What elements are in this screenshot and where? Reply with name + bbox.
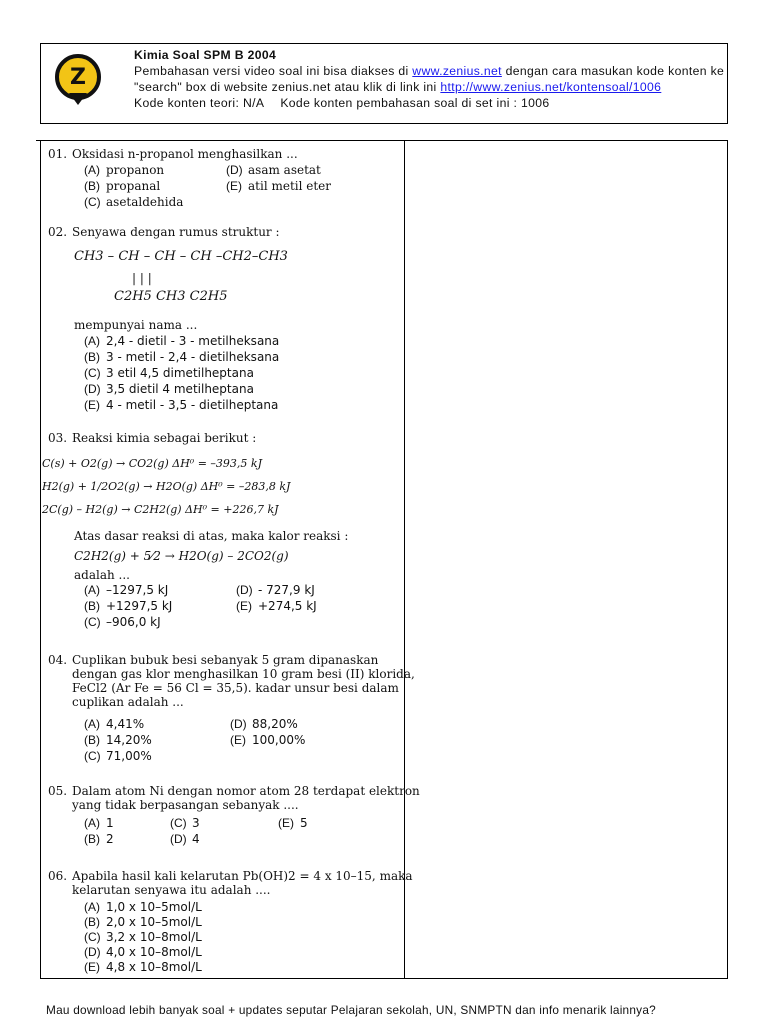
- question-01: [48, 147, 400, 209]
- question-02-stem: mempunyai nama ...: [74, 318, 198, 332]
- option-e[interactable]: [230, 733, 305, 747]
- option-text: –1297,5 kJ: [106, 583, 169, 597]
- question-number: 01.: [48, 147, 68, 161]
- kode-konten-teori: Kode konten teori: N/A: [134, 96, 265, 110]
- reaction-target: C2H2(g) + 5⁄2 → H2O(g) – 2CO2(g): [74, 549, 289, 563]
- corner-tick: [36, 140, 42, 141]
- option-text: 4: [192, 832, 200, 846]
- option-d[interactable]: [170, 832, 200, 846]
- question-number: 04.: [48, 653, 68, 667]
- zenius-website-link[interactable]: www.zenius.net: [412, 64, 502, 78]
- question-04-line-2: dengan gas klor menghasilkan 10 gram besi (II) klorida,: [72, 667, 415, 681]
- option-letter: (E): [278, 816, 294, 830]
- option-letter: (A): [84, 334, 100, 348]
- option-letter: (B): [84, 915, 100, 929]
- option-a[interactable]: [84, 583, 168, 597]
- option-a[interactable]: [84, 816, 114, 830]
- option-text: propanal: [106, 179, 161, 193]
- option-letter: (D): [236, 583, 253, 597]
- question-04-line-1: [48, 653, 400, 667]
- option-text: 3,2 x 10–8mol/L: [106, 930, 202, 944]
- option-c[interactable]: [84, 930, 202, 944]
- option-e[interactable]: [84, 960, 202, 974]
- option-text: propanon: [106, 163, 165, 177]
- reaction-1: C(s) + O2(g) → CO2(g) ΔH⁰ = –393,5 kJ: [42, 457, 262, 470]
- question-04-line-3: FeCl2 (Ar Fe = 56 Cl = 35,5). kadar unsur besi dalam: [72, 681, 399, 695]
- option-letter: (B): [84, 179, 100, 193]
- header-line-2-prefix: "search" box di website zenius.net atau klik di link ini: [134, 80, 441, 94]
- reaction-2: H2(g) + 1/2O2(g) → H2O(g) ΔH⁰ = –283,8 kJ: [42, 480, 291, 493]
- footer-text: Mau download lebih banyak soal + updates seputar Pelajaran sekolah, UN, SNMPTN dan info menarik lainnya?: [46, 1003, 656, 1017]
- question-stem: Apabila hasil kali kelarutan Pb(OH)2 = 4 x 10–15, maka: [72, 869, 413, 883]
- option-d[interactable]: [84, 945, 202, 959]
- option-letter: (D): [226, 163, 243, 177]
- question-04-line-4: cuplikan adalah ...: [72, 695, 184, 709]
- option-text: 1,0 x 10–5mol/L: [106, 900, 202, 914]
- option-c[interactable]: [170, 816, 200, 830]
- option-text: 4 - metil - 3,5 - dietilheptana: [106, 398, 279, 412]
- option-text: 71,00%: [106, 749, 152, 763]
- option-letter: (B): [84, 599, 100, 613]
- option-letter: (B): [84, 350, 100, 364]
- option-letter: (A): [84, 816, 100, 830]
- option-a[interactable]: [84, 900, 202, 914]
- option-letter: (E): [226, 179, 242, 193]
- question-number: 06.: [48, 869, 68, 883]
- header-line-1-prefix: Pembahasan versi video soal ini bisa diakses di: [134, 64, 413, 78]
- header-line-1-suffix: dengan cara masukan kode konten ke: [501, 64, 725, 78]
- option-letter: (D): [230, 717, 247, 731]
- question-02-text: [48, 225, 400, 239]
- option-letter: (A): [84, 163, 100, 177]
- option-letter: (A): [84, 717, 100, 731]
- option-d[interactable]: [226, 163, 321, 177]
- option-text: 4,8 x 10–8mol/L: [106, 960, 202, 974]
- option-a[interactable]: [84, 334, 279, 348]
- option-letter: (A): [84, 583, 100, 597]
- option-letter: (C): [84, 930, 101, 944]
- question-03-stem: Atas dasar reaksi di atas, maka kalor reaksi :: [74, 529, 349, 543]
- option-text: 100,00%: [252, 733, 306, 747]
- header-line-2: [134, 79, 724, 95]
- question-03-text: [48, 431, 400, 445]
- option-e[interactable]: [84, 398, 278, 412]
- option-text: atil metil eter: [248, 179, 332, 193]
- option-b[interactable]: [84, 832, 114, 846]
- option-letter: (D): [84, 945, 101, 959]
- option-a[interactable]: [84, 163, 164, 177]
- option-text: –906,0 kJ: [106, 615, 161, 629]
- logo-pin-tip: [69, 93, 87, 105]
- structure-formula-main: CH3 – CH – CH – CH –CH2–CH3: [74, 249, 288, 264]
- option-text: asam asetat: [248, 163, 321, 177]
- option-text: 88,20%: [252, 717, 298, 731]
- question-stem: Dalam atom Ni dengan nomor atom 28 terdapat elektron: [72, 784, 420, 798]
- option-text: 4,41%: [106, 717, 145, 731]
- question-number: 02.: [48, 225, 68, 239]
- option-d[interactable]: [84, 382, 254, 396]
- question-03-adalah: adalah ...: [74, 568, 130, 582]
- question-01-text: [48, 147, 400, 161]
- option-text: 1: [106, 816, 114, 830]
- option-text: 2,4 - dietil - 3 - metilheksana: [106, 334, 280, 348]
- option-b[interactable]: [84, 733, 152, 747]
- option-letter: (A): [84, 900, 100, 914]
- option-c[interactable]: [84, 195, 183, 209]
- option-text: 3,5 dietil 4 metilheptana: [106, 382, 254, 396]
- kode-konten-pembahasan: Kode konten pembahasan soal di set ini : 1006: [280, 96, 550, 110]
- option-d[interactable]: [236, 583, 315, 597]
- option-letter: (C): [84, 195, 101, 209]
- question-stem: Cuplikan bubuk besi sebanyak 5 gram dipanaskan: [72, 653, 379, 667]
- option-c[interactable]: [84, 615, 161, 629]
- option-b[interactable]: [84, 599, 172, 613]
- header-line-3: [134, 95, 724, 111]
- option-text: 2,0 x 10–5mol/L: [106, 915, 202, 929]
- option-text: - 727,9 kJ: [258, 583, 315, 597]
- option-letter: (E): [84, 960, 100, 974]
- option-letter: (C): [84, 749, 101, 763]
- question-stem: Reaksi kimia sebagai berikut :: [72, 431, 257, 445]
- question-05-line-2: yang tidak berpasangan sebanyak ....: [72, 798, 299, 812]
- option-text: +1297,5 kJ: [106, 599, 173, 613]
- question-06-line-1: [48, 869, 413, 883]
- option-letter: (E): [84, 398, 100, 412]
- reaction-3: 2C(g) – H2(g) → C2H2(g) ΔH⁰ = +226,7 kJ: [42, 503, 279, 516]
- question-06: [48, 869, 413, 974]
- question-05: [48, 784, 420, 846]
- logo-letter: Z: [70, 64, 86, 90]
- option-letter: (D): [170, 832, 187, 846]
- question-number: 05.: [48, 784, 68, 798]
- option-b[interactable]: [84, 179, 160, 193]
- option-letter: (E): [230, 733, 246, 747]
- option-text: 5: [300, 816, 308, 830]
- option-b[interactable]: [84, 350, 279, 364]
- option-text: 14,20%: [106, 733, 152, 747]
- question-stem: Senyawa dengan rumus struktur :: [72, 225, 280, 239]
- header-text: [134, 47, 724, 111]
- option-text: 3: [192, 816, 200, 830]
- option-text: asetaldehida: [106, 195, 184, 209]
- option-e[interactable]: [236, 599, 317, 613]
- option-letter: (C): [84, 615, 101, 629]
- option-text: +274,5 kJ: [258, 599, 317, 613]
- option-b[interactable]: [84, 915, 202, 929]
- column-divider: [404, 140, 405, 979]
- question-stem: Oksidasi n-propanol menghasilkan ...: [72, 147, 298, 161]
- question-03: [42, 431, 400, 629]
- structure-formula-bars: | | |: [132, 271, 152, 285]
- option-letter: (E): [236, 599, 252, 613]
- question-06-line-2: kelarutan senyawa itu adalah ....: [72, 883, 271, 897]
- question-04: [48, 653, 415, 763]
- question-number: 03.: [48, 431, 68, 445]
- option-letter: (C): [170, 816, 187, 830]
- option-letter: (B): [84, 733, 100, 747]
- header-line-1: [134, 63, 724, 79]
- option-d[interactable]: [230, 717, 298, 731]
- option-c[interactable]: [84, 366, 254, 380]
- option-text: 2: [106, 832, 114, 846]
- option-letter: (D): [84, 382, 101, 396]
- kontensoal-link[interactable]: http://www.zenius.net/kontensoal/1006: [440, 80, 662, 94]
- page-title: Kimia Soal SPM B 2004: [134, 48, 277, 62]
- question-02: [48, 225, 400, 412]
- structure-formula-branches: C2H5 CH3 C2H5: [114, 289, 228, 304]
- option-letter: (B): [84, 832, 100, 846]
- question-05-line-1: [48, 784, 420, 798]
- option-text: 3 etil 4,5 dimetilheptana: [106, 366, 254, 380]
- option-e[interactable]: [226, 179, 331, 193]
- option-text: 3 - metil - 2,4 - dietilheksana: [106, 350, 280, 364]
- option-letter: (C): [84, 366, 101, 380]
- option-c[interactable]: [84, 749, 152, 763]
- option-text: 4,0 x 10–8mol/L: [106, 945, 202, 959]
- option-a[interactable]: [84, 717, 144, 731]
- option-e[interactable]: [278, 816, 308, 830]
